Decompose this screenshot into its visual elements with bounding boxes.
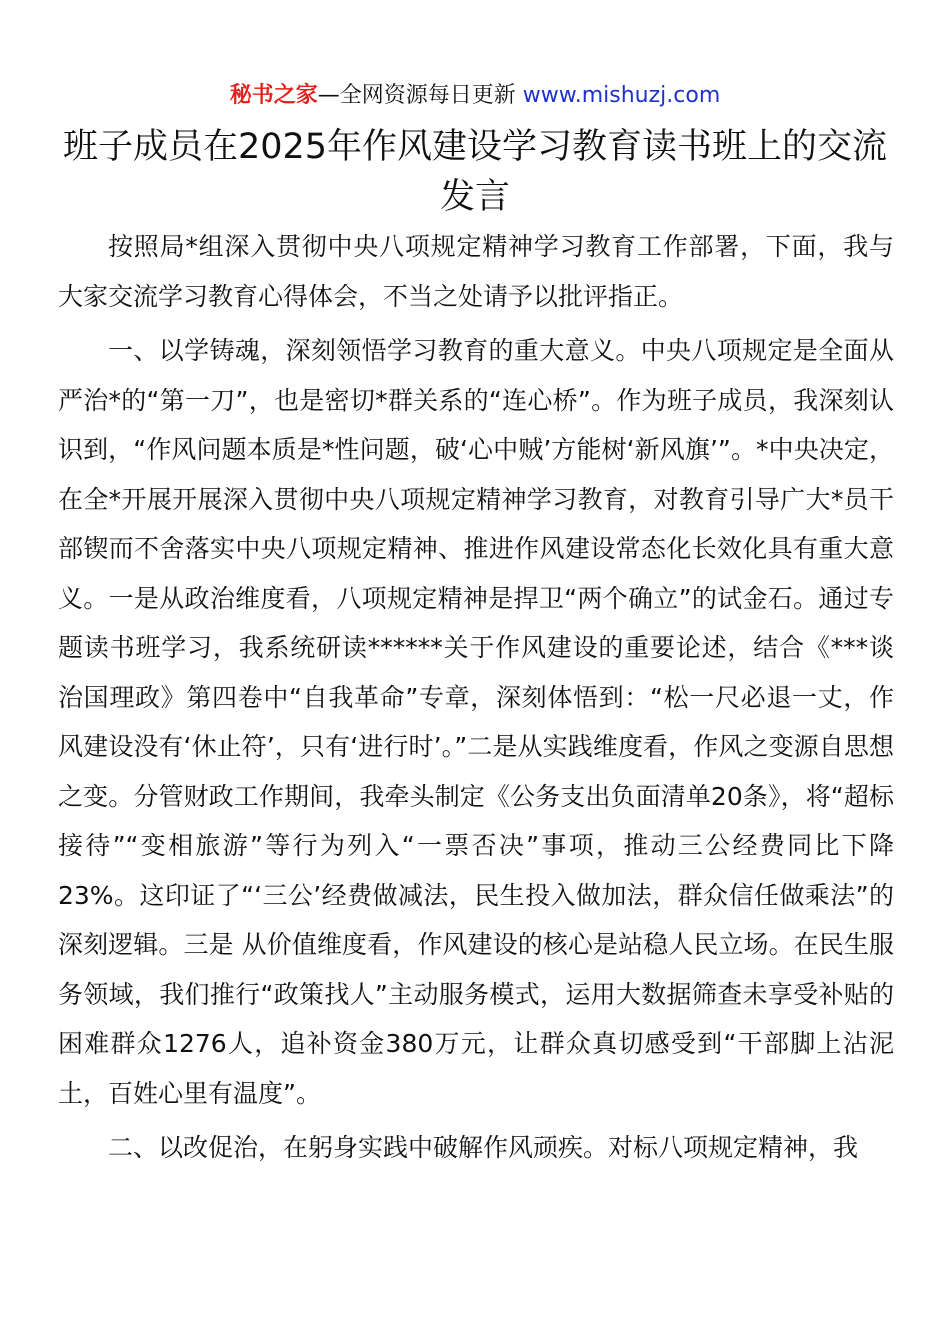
document-body xyxy=(58,222,894,1173)
paragraph-section-two: 二、以改促治，在躬身实践中破解作风顽疾。对标八项规定精神，我 xyxy=(108,1133,859,1162)
site-header xyxy=(0,80,950,112)
brand-name: 秘书之家 xyxy=(229,83,318,108)
paragraph-section-one: 一、以学铸魂，深刻领悟学习教育的重大意义。中央八项规定是全面从严治*的“第一刀”，也是密切*群关系的“连心桥”。作为班子成员，我深刻认识到，“作风问题本质是*性问题，破‘心中贼’方能树‘新风旗’”。*中央决定，在全*开展开展深入贯彻中央八项规定精神学习教育，对教育引导广大*员干部锲而不舍落实中央八项规定精神、推进作风建设常态化长效化具有重大意义。一是从政治维度看，八项规定精神是捍卫“两个确立”的试金石。通过专题读书班学习，我系统研读******关于作风建设的重要论述，结合《***谈治国理政》第四卷中“自我革命”专章，深刻体悟到：“松一尺必退一丈，作风建设没有‘休止符’，只有‘进行时’。”二是从实践维度看，作风之变源自思想之变。分管财政工作期间，我牵头制定《公务支出负面清单20条》，将“超标接待”“变相旅游”等行为列入“一票否决”事项，推动三公经费同比下降23%。这印证了“‘三公’经费做减法，民生投入做加法，群众信任做乘法”的深刻逻辑。三是 从价值维度看，作风建设的核心是站稳人民立场。在民生服务领域，我们推行“政策找人”主动服务模式，运用大数据筛查未享受补贴的困难群众1276人，追补资金380万元，让群众真切感受到“干部脚上沾泥土，百姓心里有温度”。 xyxy=(58,336,894,1108)
site-link[interactable]: www.mishuzj.com xyxy=(522,83,721,108)
header-tagline: —全网资源每日更新 xyxy=(317,83,523,108)
document-title: 班子成员在2025年作风建设学习教育读书班上的交流发言 xyxy=(62,127,888,217)
paragraph-intro: 按照局*组深入贯彻中央八项规定精神学习教育工作部署，下面，我与大家交流学习教育心得体会，不当之处请予以批评指正。 xyxy=(58,232,894,311)
